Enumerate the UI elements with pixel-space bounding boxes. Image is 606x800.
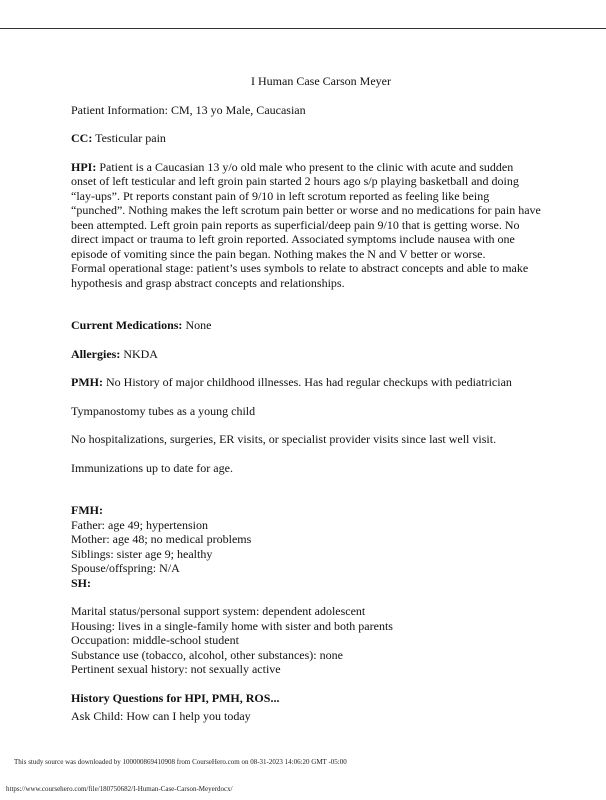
fmh-item: Siblings: sister age 9; healthy xyxy=(71,546,213,561)
fmh-item: Spouse/offspring: N/A xyxy=(71,561,180,575)
document-body xyxy=(71,74,541,724)
pmh-tympanostomy: Tympanostomy tubes as a young child xyxy=(71,403,256,418)
pmh-text: No History of major childhood illnesses. Has had regular checkups with pediatrician xyxy=(103,375,512,389)
sh-item: Housing: lives in a single-family home with sister and both parents xyxy=(71,618,393,633)
hpi-developmental-stage: Formal operational stage: patient’s uses symbols to relate to abstract concepts and able to make hypothesis and grasp abstract concepts and relationships. xyxy=(71,261,529,290)
sh-section xyxy=(71,604,541,677)
hpi-section xyxy=(71,160,541,262)
current-medications-label: Current Medications: xyxy=(71,318,183,332)
source-url[interactable]: https://www.coursehero.com/file/180750682/I-Human-Case-Carson-Meyerdocx/ xyxy=(6,785,233,793)
pmh-label: PMH: xyxy=(71,375,103,389)
chief-complaint xyxy=(71,131,541,146)
sh-label: SH: xyxy=(71,575,92,590)
fmh-item: Mother: age 48; no medical problems xyxy=(71,532,252,546)
sh-item: Pertinent sexual history: not sexually active xyxy=(71,662,281,676)
sh-item: Occupation: middle-school student xyxy=(71,633,239,647)
current-medications xyxy=(71,318,541,333)
history-questions-label: History Questions for HPI, PMH, ROS... xyxy=(71,690,280,705)
fmh-section xyxy=(71,503,541,590)
cc-text: Testicular pain xyxy=(92,131,166,145)
allergies-label: Allergies: xyxy=(71,346,121,361)
history-questions-section xyxy=(71,691,541,724)
allergies-text: NKDA xyxy=(120,346,158,361)
pmh xyxy=(71,375,541,390)
fmh-item: Father: age 49; hypertension xyxy=(71,517,208,532)
allergies xyxy=(71,347,541,362)
hpi-text: Patient is a Caucasian 13 y/o old male who present to the clinic with acute and sudden onset of left testicular and left groin pain started 2 hours ago s/p playing basketball and doing “lay-ups”. Pt reports constant pain of 9/10 in left scrotum reported as feeling like being “punched”. Nothing makes the left scrotum pain better or worse and no medications for pain have been attempted. Left groin pain reports as superficial/deep pain 9/10 that is getting worse. No direct impact or trauma to left groin reported. Associated symptoms include nausea with one episode of vomiting since the pain began. Nothing makes the N and V better or worse. xyxy=(71,159,541,261)
download-note: This study source was downloaded by 100000869410908 from CourseHero.com on 08-31-2023 14:06:20 GMT -05:00 xyxy=(14,758,347,766)
pmh-hospitalizations: No hospitalizations, surgeries, ER visits, or specialist provider visits since last well visit. xyxy=(71,432,497,446)
current-medications-text: None xyxy=(182,318,212,332)
sh-item: Marital status/personal support system: dependent adolescent xyxy=(71,604,366,618)
top-divider xyxy=(0,28,606,29)
patient-information: Patient Information: CM, 13 yo Male, Caucasian xyxy=(71,102,306,117)
hpi-label: HPI: xyxy=(71,159,97,174)
sh-item: Substance use (tobacco, alcohol, other substances): none xyxy=(71,647,343,662)
cc-label: CC: xyxy=(71,131,93,145)
fmh-label: FMH: xyxy=(71,503,103,517)
pmh-immunizations: Immunizations up to date for age. xyxy=(71,460,233,475)
history-question-first: Ask Child: How can I help you today xyxy=(71,709,251,723)
document-title: I Human Case Carson Meyer xyxy=(251,74,391,88)
